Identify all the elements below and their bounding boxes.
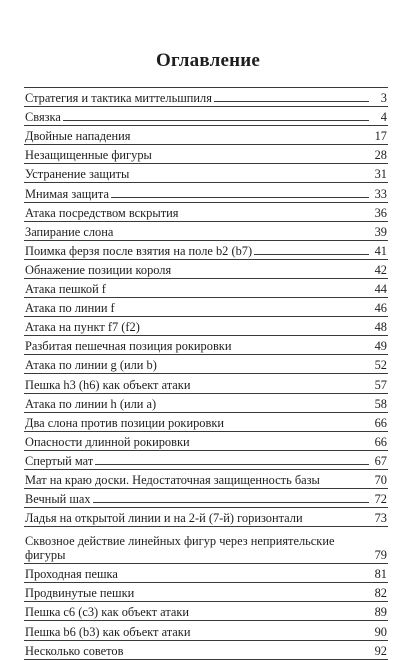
toc-entry-title: Атака на пункт f7 (f2) [25, 320, 140, 335]
toc-entry-page: 49 [374, 339, 387, 354]
toc-entry [24, 260, 388, 279]
toc-entry-page: 66 [374, 415, 387, 430]
toc-entry-page: 82 [374, 586, 387, 601]
toc-entry-title: Мат на краю доски. Недостаточная защищенность базы [25, 472, 320, 487]
toc-entry-page: 42 [374, 262, 387, 277]
toc-entry [24, 394, 388, 413]
toc-entry-title: Атака пешкой f [25, 282, 106, 297]
toc-entry [24, 602, 388, 621]
dotted-leader [254, 254, 369, 255]
toc-entry-title: Атака посредством вскрытия [25, 205, 179, 220]
dotted-leader [111, 197, 369, 198]
dotted-leader [93, 502, 369, 503]
toc-entry-title: Два слона против позиции рокировки [25, 415, 224, 430]
page-title: Оглавление [155, 50, 261, 71]
toc-entry [24, 183, 388, 202]
toc-entry [24, 355, 388, 374]
toc-entry [24, 317, 388, 336]
toc-entry-title: Продвинутые пешки [25, 586, 135, 601]
toc-entry [24, 508, 388, 527]
toc-entry [24, 279, 388, 298]
toc-entry-page: 58 [374, 396, 387, 411]
toc-entry-title: Запирание слона [25, 224, 114, 239]
toc-entry-page: 3 [380, 91, 387, 106]
toc-entry-title: Вечный шах [25, 492, 91, 507]
toc-entry-page: 67 [374, 453, 387, 468]
toc-entry-page: 39 [374, 224, 387, 239]
toc-entry-title: Несколько советов [25, 643, 124, 658]
toc-entry-title: Мнимая защита [25, 186, 109, 201]
toc-entry [24, 374, 388, 393]
toc-entry-page: 79 [374, 548, 387, 563]
toc-entry-page: 81 [374, 567, 387, 582]
toc-entry-page: 52 [374, 358, 387, 373]
toc-entry [24, 527, 388, 564]
toc-entry-page: 90 [374, 624, 387, 639]
toc-entry [24, 336, 388, 355]
toc-entry-title: Спертый мат [25, 453, 94, 468]
toc-entry-title: Пешка b6 (b3) как объект атаки [25, 624, 191, 639]
toc-entry-page: 66 [374, 434, 387, 449]
toc-entry [24, 564, 388, 583]
toc-entry-page: 44 [374, 282, 387, 297]
toc-entry [24, 583, 388, 602]
toc-entry-title: Атака по линии h (или а) [25, 396, 157, 411]
toc-entry-page: 17 [374, 129, 387, 144]
toc-entry-title: Пешка h3 (h6) как объект атаки [25, 377, 191, 392]
toc-entry-title: Устранение защиты [25, 167, 130, 182]
toc-entry [24, 621, 388, 640]
toc-entry [24, 164, 388, 183]
toc-entry-title: Проходная пешка [25, 567, 118, 582]
toc-entry-page: 31 [374, 167, 387, 182]
toc-entry-page: 73 [374, 511, 387, 526]
toc-entry-title: Незащищенные фигуры [25, 148, 152, 163]
toc-entry-page: 92 [374, 643, 387, 658]
toc-entry [24, 107, 388, 126]
toc-entry-title: Сквозное действие линейных фигур через неприятельские фигуры [25, 534, 335, 563]
toc-entry-title: Разбитая пешечная позиция рокировки [25, 339, 232, 354]
toc-entry-page: 41 [374, 243, 387, 258]
toc-entry-page: 33 [374, 186, 387, 201]
toc-entry [24, 203, 388, 222]
toc-entry-page: 57 [374, 377, 387, 392]
toc-entry [24, 222, 388, 241]
toc-entry [24, 470, 388, 489]
toc-entry-title: Пешка с6 (с3) как объект атаки [25, 605, 190, 620]
toc-entry [24, 641, 388, 660]
toc-entry [24, 126, 388, 145]
toc-entry-page: 70 [374, 472, 387, 487]
toc-entry-title: Связка [25, 110, 61, 125]
toc-entry [24, 88, 388, 107]
dotted-leader [63, 120, 369, 121]
toc-entry-page: 28 [374, 148, 387, 163]
toc-entry-page: 72 [374, 492, 387, 507]
toc-entry-page: 89 [374, 605, 387, 620]
toc-entry-page: 36 [374, 205, 387, 220]
toc-entry [24, 432, 388, 451]
toc-entry [24, 298, 388, 317]
toc-entry-title: Стратегия и тактика миттельшпиля [25, 91, 212, 106]
toc-entry-title: Обнажение позиции короля [25, 262, 172, 277]
toc-entry [24, 489, 388, 508]
toc-entry-title: Ладья на открытой линии и на 2-й (7-й) горизонтали [25, 511, 303, 526]
table-of-contents [24, 87, 388, 660]
dotted-leader [214, 101, 369, 102]
toc-entry-title: Атака по линии g (или b) [25, 358, 157, 373]
toc-entry [24, 145, 388, 164]
toc-entry-title: Поимка ферзя после взятия на поле b2 (b7) [25, 243, 253, 258]
toc-entry-title: Опасности длинной рокировки [25, 434, 190, 449]
toc-entry-title: Атака по линии f [25, 301, 115, 316]
toc-entry-page: 46 [374, 301, 387, 316]
toc-entry [24, 451, 388, 470]
toc-entry [24, 241, 388, 260]
toc-entry-page: 4 [380, 110, 387, 125]
toc-entry-page: 48 [374, 320, 387, 335]
toc-entry-title: Двойные нападения [25, 129, 131, 144]
toc-entry [24, 413, 388, 432]
dotted-leader [95, 464, 369, 465]
